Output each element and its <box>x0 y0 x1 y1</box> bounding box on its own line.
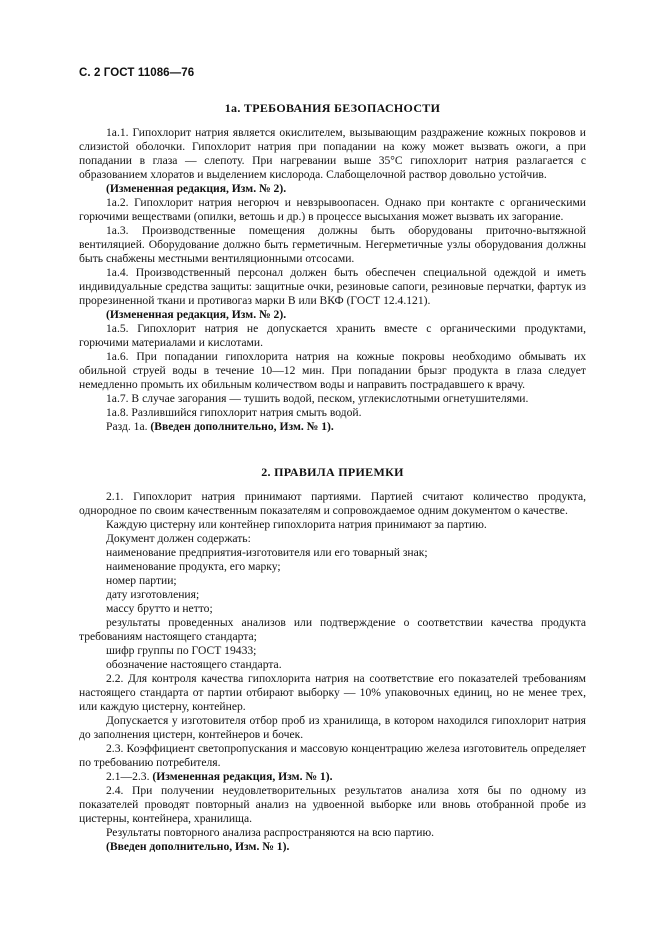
list-item: массу брутто и нетто; <box>106 602 213 615</box>
amendment-prefix: 2.1—2.3. <box>106 770 153 783</box>
paragraph: 2.1. Гипохлорит натрия принимают партиями. Партией считают количество продукта, однородное по своим качественным показателям и сопровождаемое одним документом о качестве. <box>79 490 586 517</box>
paragraph: Результаты повторного анализа распространяются на всю партию. <box>106 826 435 839</box>
section-title-safety: 1а. ТРЕБОВАНИЯ БЕЗОПАСНОСТИ <box>224 101 441 115</box>
section-acceptance <box>79 465 586 854</box>
list-item: обозначение настоящего стандарта. <box>106 658 282 671</box>
paragraph: 1а.7. В случае загорания — тушить водой, песком, углекислотными огнетушителями. <box>106 392 529 405</box>
list-item: результаты проведенных анализов или подтверждение о соответствии качества продукта требованиям настоящего стандарта; <box>79 616 586 643</box>
paragraph: 1а.8. Разлившийся гипохлорит натрия смыть водой. <box>106 406 362 419</box>
section-title-acceptance: 2. ПРАВИЛА ПРИЕМКИ <box>261 465 404 479</box>
list-item: наименование предприятия-изготовителя или его товарный знак; <box>106 546 428 559</box>
paragraph: Каждую цистерну или контейнер гипохлорита натрия принимают за партию. <box>106 518 487 531</box>
section-note-bold: (Введен дополнительно, Изм. № 1). <box>150 420 334 433</box>
paragraph: 1а.5. Гипохлорит натрия не допускается хранить вместе с органическими продуктами, горючими материалами и кислотами. <box>79 322 586 349</box>
paragraph: 1а.6. При попадании гипохлорита натрия на кожные покровы необходимо обмывать их обильной струей воды в течение 10—12 мин. При попадании брызг продукта в глаза следует немедленно промыть их обильным количеством воды и направить пострадавшего к врачу. <box>79 350 586 391</box>
list-item: шифр группы по ГОСТ 19433; <box>106 644 257 657</box>
amendment-note: (Измененная редакция, Изм. № 2). <box>106 308 287 321</box>
list-item: наименование продукта, его марку; <box>106 560 281 573</box>
section-note-prefix: Разд. 1а. <box>106 420 151 433</box>
paragraph: 1а.3. Производственные помещения должны быть оборудованы приточно-вытяжной вентиляцией. Оборудование должно быть герметичным. Негерметичные узлы оборудования должны быть снабжены местными вентиляционными отсосами. <box>79 224 586 265</box>
amendment-note <box>79 770 586 784</box>
paragraph: 2.2. Для контроля качества гипохлорита натрия на соответствие его показателей требованиям настоящего стандарта от партии отбирают выборку — 10% упаковочных единиц, но не менее трех, или каждую цистерну, контейнер. <box>79 672 586 713</box>
paragraph: Допускается у изготовителя отбор проб из хранилища, в котором находился гипохлорит натрия до заполнения цистерн, контейнеров и бочек. <box>79 714 586 741</box>
amendment-note: (Измененная редакция, Изм. № 2). <box>106 182 287 195</box>
list-item: номер партии; <box>106 574 177 587</box>
paragraph: 1а.4. Производственный персонал должен быть обеспечен специальной одеждой и иметь индивидуальные средства защиты: защитные очки, резиновые сапоги, резиновые перчатки, фартук из прорезиненной ткани и противогаз марки В или ВКФ (ГОСТ 12.4.121). <box>79 266 586 307</box>
section-note <box>79 420 586 434</box>
list-item: дату изготовления; <box>106 588 200 601</box>
paragraph: 2.4. При получении неудовлетворительных результатов анализа хотя бы по одному из показателей проводят повторный анализ на удвоенной выборке или вновь отобранной пробе из цистерны, контейнера, хранилища. <box>79 784 586 825</box>
paragraph: 1а.1. Гипохлорит натрия является окислителем, вызывающим раздражение кожных покровов и слизистой оболочки. Гипохлорит натрия при попадании на кожу может вызвать ожоги, а при попадании в глаза — слепоту. При нагревании выше 35°С гипохлорит натрия разлагается с образованием хлоратов и выделением кислорода. Слабощелочной раствор довольно устойчив. <box>79 126 586 181</box>
amendment-bold: (Измененная редакция, Изм. № 1). <box>152 770 333 783</box>
paragraph: 1а.2. Гипохлорит натрия негорюч и невзрывоопасен. Однако при контакте с органическими горючими веществами (опилки, ветошь и др.) в процессе высыхания может вызвать их загорание. <box>79 196 586 223</box>
page-header: С. 2 ГОСТ 11086—76 <box>79 67 195 79</box>
amendment-note: (Введен дополнительно, Изм. № 1). <box>106 840 290 853</box>
paragraph: Документ должен содержать: <box>106 532 251 545</box>
section-safety <box>79 101 586 434</box>
paragraph: 2.3. Коэффициент светопропускания и массовую концентрацию железа изготовитель определяет по требованию потребителя. <box>79 742 586 769</box>
